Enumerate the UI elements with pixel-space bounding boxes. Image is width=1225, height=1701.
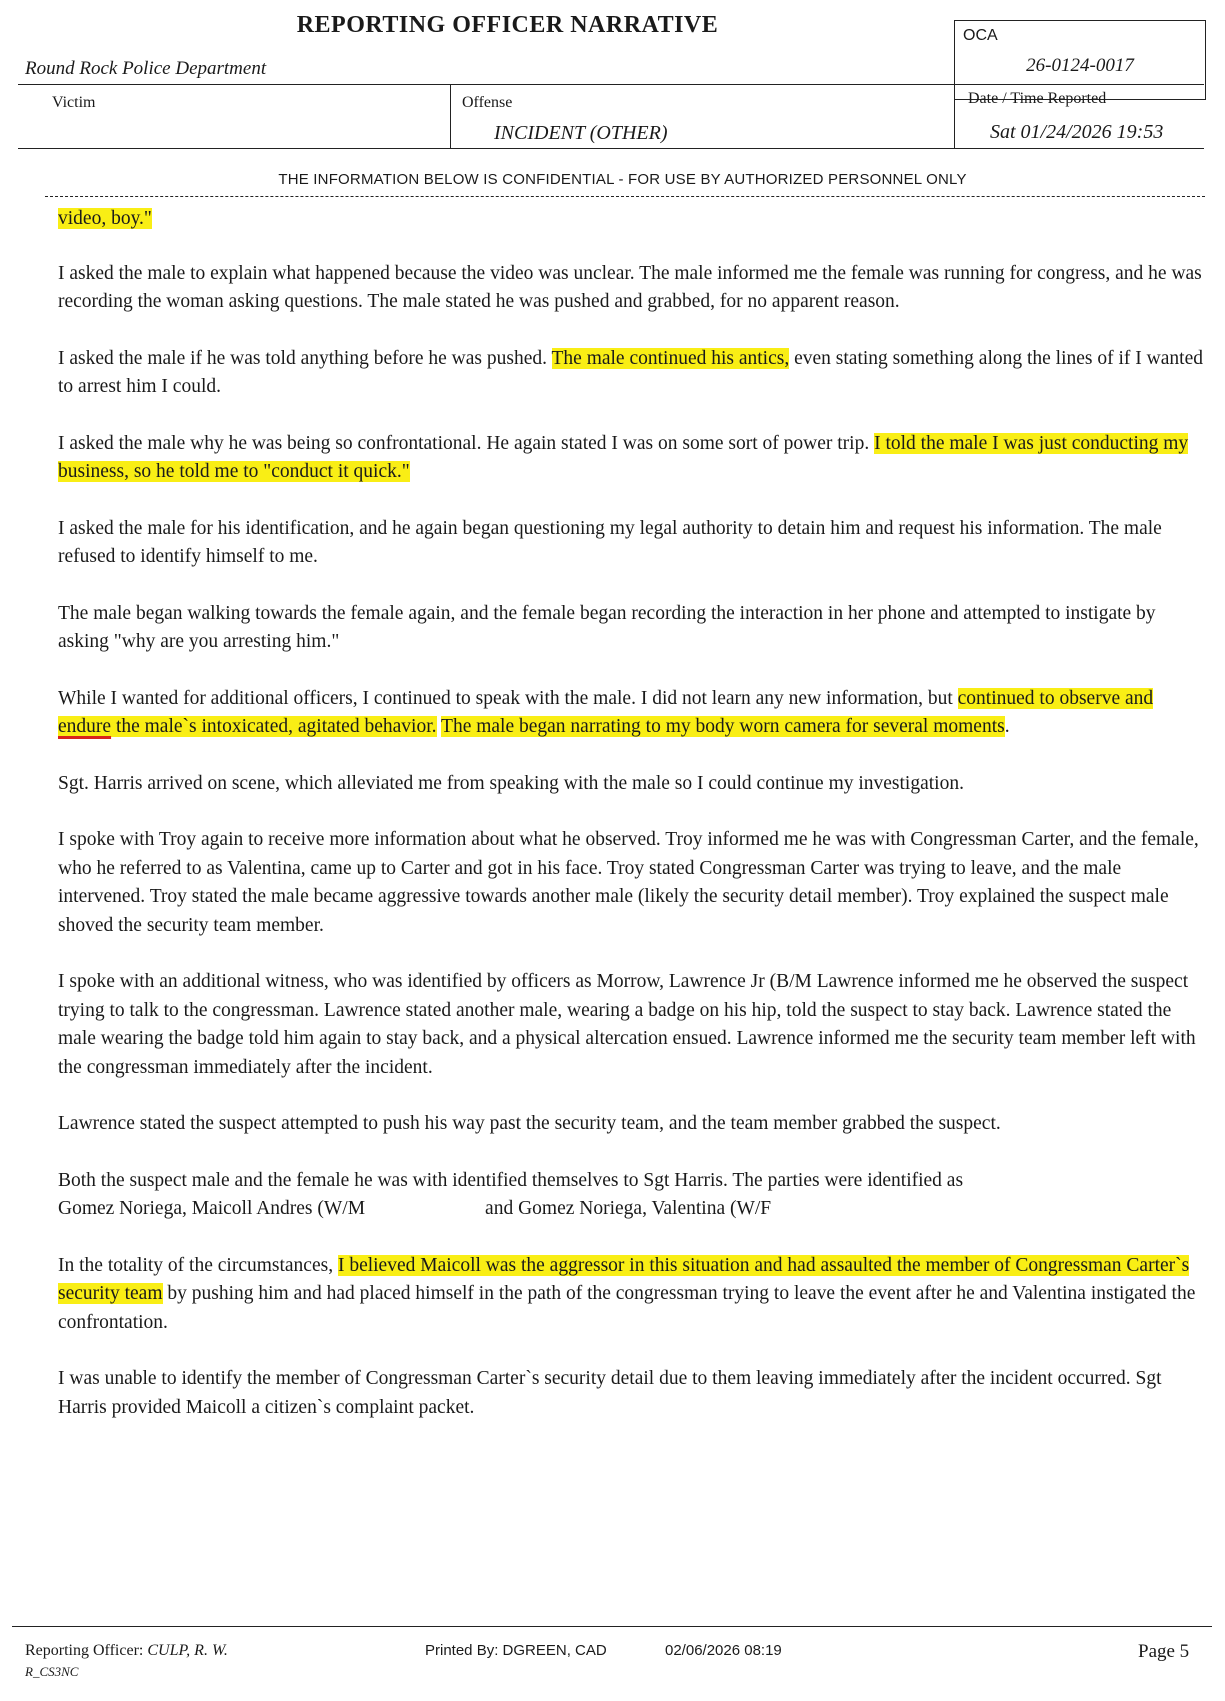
highlighted-text: continued to observe and endure the male`s intoxicated, agitated behavior. bbox=[58, 687, 1154, 737]
narrative-paragraph: I asked the male for his identification, and he again began questioning my legal authority to detain him and request his information. The male refused to identify himself to me. bbox=[58, 517, 1162, 567]
highlighted-text: I believed Maicoll was the aggressor in this situation and had assaulted the member of Congressman Carter`s security team bbox=[58, 1254, 1190, 1304]
header-col-divider-1 bbox=[450, 84, 451, 148]
victim-label: Victim bbox=[52, 94, 96, 111]
report-title: REPORTING OFFICER NARRATIVE bbox=[296, 12, 719, 38]
datetime-label: Date / Time Reported bbox=[968, 90, 1107, 107]
page-number: Page 5 bbox=[1138, 1641, 1190, 1662]
confidential-notice: THE INFORMATION BELOW IS CONFIDENTIAL - FOR USE BY AUTHORIZED PERSONNEL ONLY bbox=[278, 171, 967, 188]
narrative-paragraph: Lawrence stated the suspect attempted to push his way past the security team, and the team member grabbed the suspect. bbox=[58, 1113, 1001, 1134]
narrative-paragraph: Sgt. Harris arrived on scene, which alleviated me from speaking with the male so I could continue my investigation. bbox=[58, 772, 964, 794]
footer-divider bbox=[12, 1626, 1212, 1627]
narrative-paragraph: I asked the male why he was being so confrontational. He again stated I was on some sort of power trip. I told the male I was just conducting my business, so he told me to "conduct it quick." bbox=[58, 432, 1189, 482]
narrative-paragraph: I spoke with an additional witness, who was identified by officers as Morrow, Lawrence Jr (B/M Lawrence informed me he observed the suspect trying to talk to the congressman. Lawrence stated another male, wearing a badge on his hip, told the suspect to stay back. Lawrence stated the male wearing the badge told him again to stay back, and a physical altercation ensued. Lawrence informed me the security team member left with the congressman immediately after the incident. bbox=[58, 971, 1196, 1078]
header-divider-bottom bbox=[18, 148, 1204, 149]
narrative-paragraph: In the totality of the circumstances, I believed Maicoll was the aggressor in this situation and had assaulted the member of Congressman Carter`s security team by pushing him and had placed himself in the path of the congressman trying to leave the event after he and Valentina instigated the confrontation. bbox=[58, 1254, 1196, 1333]
narrative-paragraph: I asked the male if he was told anything before he was pushed. The male continued his antics, even stating something along the lines of if I wanted to arrest him I could. bbox=[58, 347, 1203, 397]
reporting-officer-value: CULP, R. W. bbox=[147, 1642, 228, 1659]
highlighted-text: The male continued his antics, bbox=[551, 347, 790, 369]
narrative-body bbox=[58, 205, 1203, 1450]
oca-value: 26-0124-0017 bbox=[1026, 55, 1134, 76]
department-name: Round Rock Police Department bbox=[25, 58, 267, 79]
form-code: R_CS3NC bbox=[25, 1664, 79, 1679]
header-divider-top bbox=[18, 84, 1204, 85]
narrative-paragraph: I was unable to identify the member of Congressman Carter`s security detail due to them leaving immediately after the incident occurred. Sgt Harris provided Maicoll a citizen`s complaint packet. bbox=[58, 1368, 1162, 1418]
header-col-divider-2 bbox=[954, 84, 955, 148]
underlined-text: endure bbox=[58, 716, 112, 737]
oca-label: OCA bbox=[963, 27, 998, 44]
narrative-paragraph: While I wanted for additional officers, I continued to speak with the male. I did not learn any new information, but continued to observe and endure the male`s intoxicated, agitated behavior. The male began narrating to my body worn camera for several moments. bbox=[58, 687, 1154, 737]
offense-value: INCIDENT (OTHER) bbox=[494, 122, 668, 144]
reporting-officer: Reporting Officer: CULP, R. W. bbox=[25, 1642, 228, 1659]
narrative-paragraph bbox=[58, 205, 1203, 234]
narrative-paragraph: The male began walking towards the female again, and the female began recording the interaction in her phone and attempted to instigate by asking "why are you arresting him." bbox=[58, 602, 1156, 652]
oca-box bbox=[954, 20, 1206, 100]
printed-at: 02/06/2026 08:19 bbox=[665, 1642, 782, 1659]
confidential-divider bbox=[45, 196, 1205, 197]
narrative-paragraph: I asked the male to explain what happened because the video was unclear. The male informed me the female was running for congress, and he was recording the woman asking questions. The male stated he was pushed and grabbed, for no apparent reason. bbox=[58, 262, 1202, 312]
highlighted-text: The male began narrating to my body worn camera for several moments bbox=[441, 716, 1005, 737]
highlighted-text: I told the male I was just conducting my business, so he told me to "conduct it quick." bbox=[58, 432, 1189, 482]
narrative-paragraph: Both the suspect male and the female he was with identified themselves to Sgt Harris. The parties were identified as Gomez Noriega, Maicoll Andres (W/M and Gomez Noriega, Valentina (W/F bbox=[58, 1169, 964, 1219]
offense-label: Offense bbox=[462, 94, 513, 111]
printed-by: Printed By: DGREEN, CAD bbox=[425, 1642, 607, 1659]
highlighted-text: video, boy." bbox=[58, 208, 152, 229]
datetime-value: Sat 01/24/2026 19:53 bbox=[990, 121, 1164, 143]
narrative-paragraph: I spoke with Troy again to receive more information about what he observed. Troy informed me he was with Congressman Carter, and the female, who he referred to as Valentina, came up to Carter and got in his face. Troy stated Congressman Carter was trying to leave, and the male intervened. Troy stated the male became aggressive towards another male (likely the security detail member). Troy explained the suspect male shoved the security team member. bbox=[58, 829, 1199, 936]
